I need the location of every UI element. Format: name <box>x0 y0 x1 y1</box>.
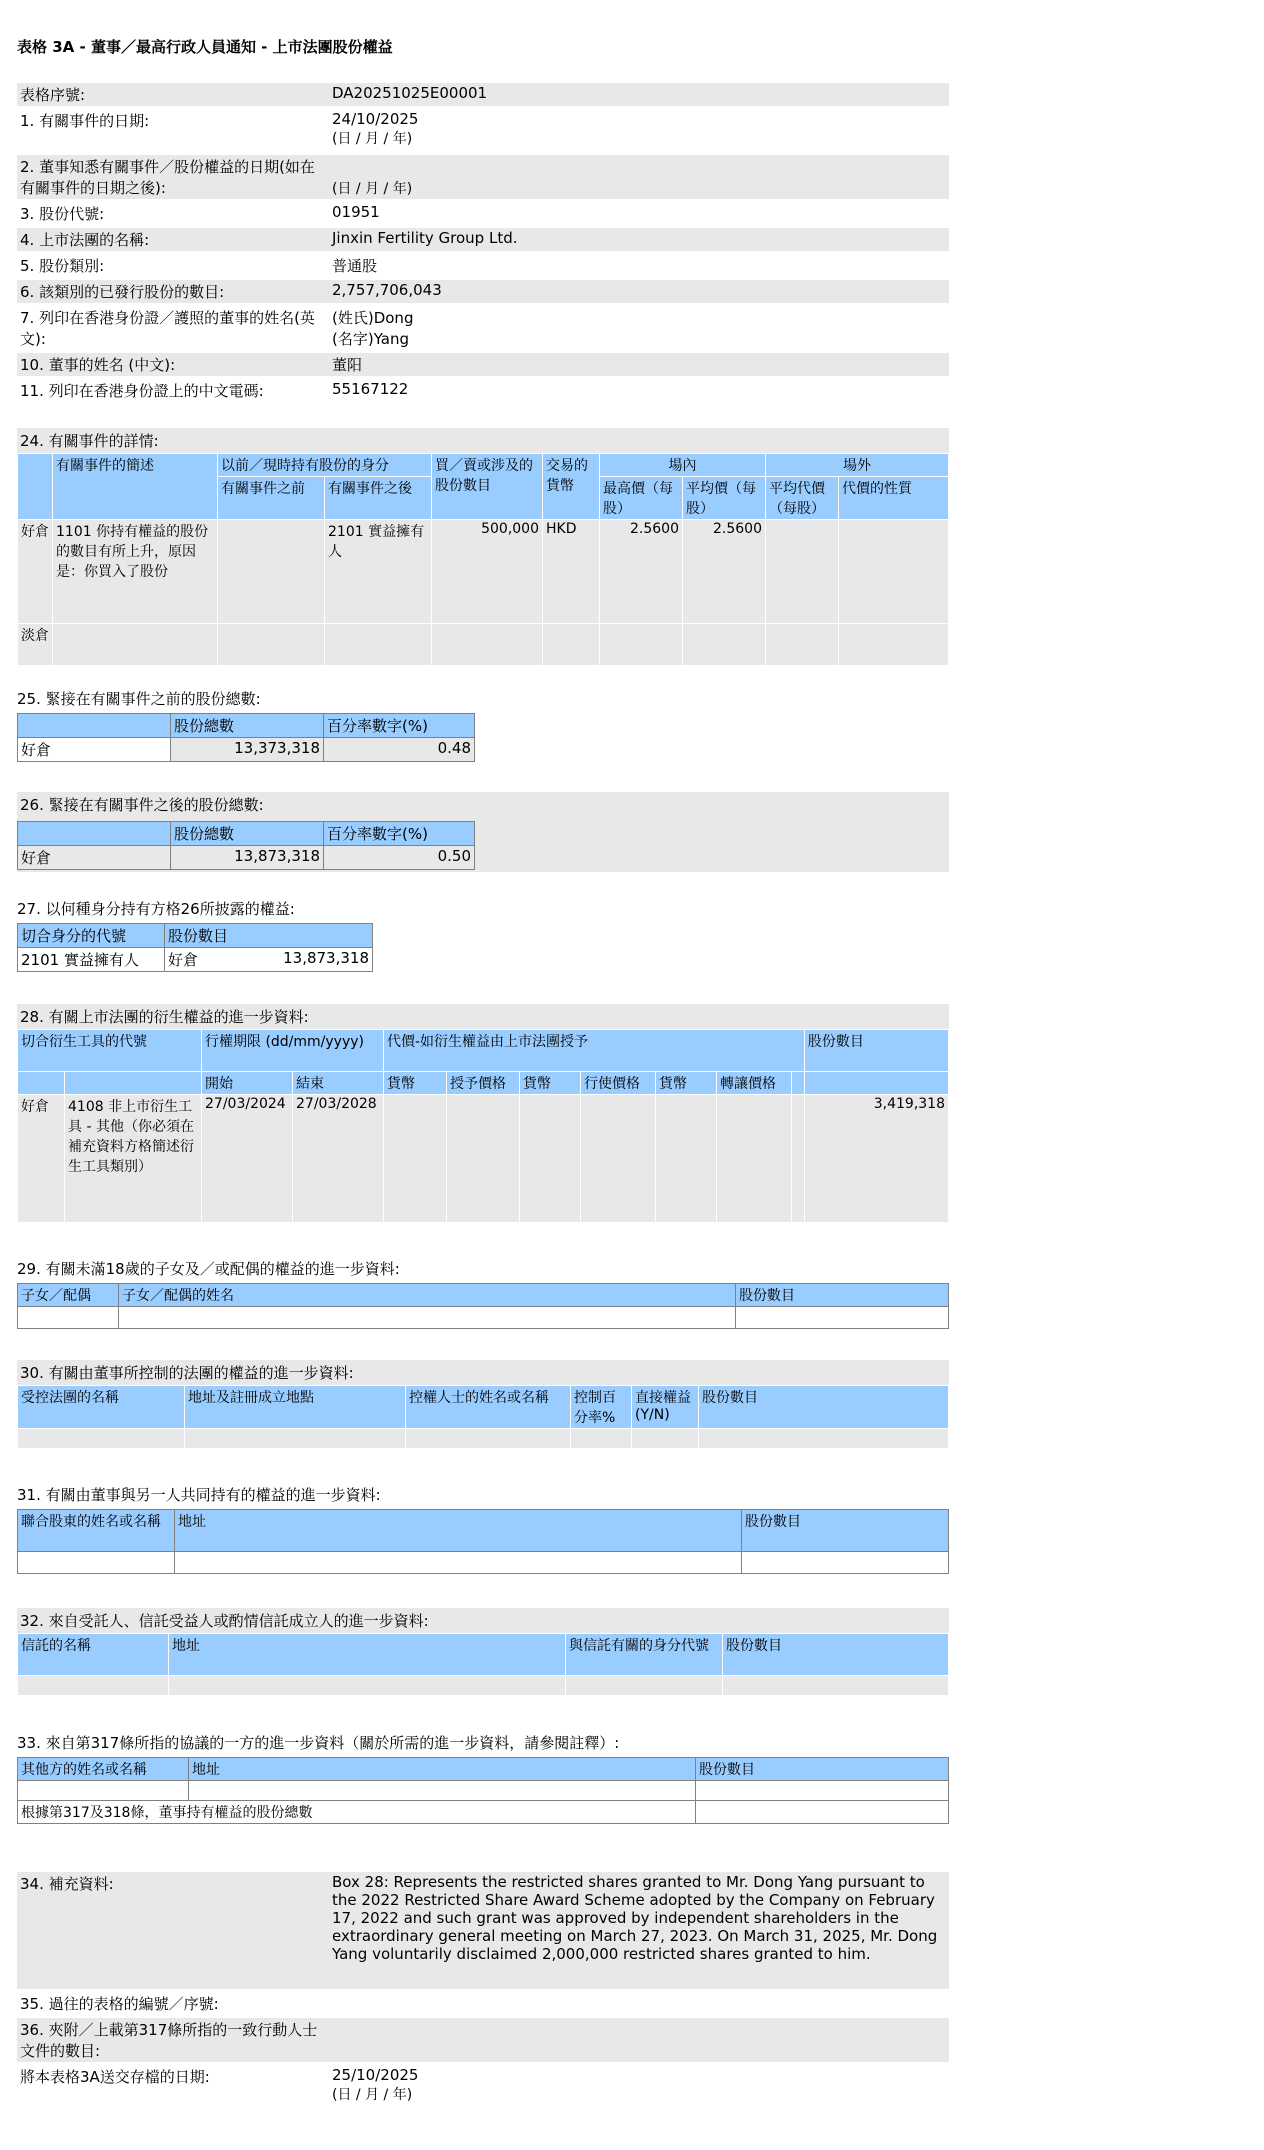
s36-label: 36. 夾附／上載第317條所指的一致行動人士文件的數目: <box>17 2016 329 2063</box>
f6-label: 6. 該類別的已發行股份的數目: <box>17 279 329 305</box>
s24-h-avgcons: 平均代價（每股） <box>766 477 839 520</box>
s28-h-grant: 授予價格 <box>447 1072 520 1095</box>
s29-table <box>17 1283 949 1329</box>
f5-label: 5. 股份類別: <box>17 253 329 279</box>
footer-fields <box>17 1872 949 2111</box>
s24-h-shares: 買／賣或涉及的股份數目 <box>432 454 543 520</box>
section-27 <box>17 898 949 972</box>
s31-h3: 股份數目 <box>742 1510 949 1552</box>
serial-label: 表格序號: <box>17 83 329 108</box>
f11-label: 11. 列印在香港身份證上的中文電碼: <box>17 378 329 404</box>
s24-heading: 24. 有關事件的詳情: <box>17 428 949 453</box>
s24-event-desc: 你持有權益的股份的數目有所上升，原因是：你買入了股份 <box>56 524 209 580</box>
section-29 <box>17 1258 949 1329</box>
s33-h1: 其他方的姓名或名稱 <box>18 1758 189 1781</box>
s30-table <box>17 1385 949 1449</box>
s34-text: Box 28: Represents the restricted shares granted to Mr. Dong Yang pursuant to the 2022 Restricted Share Award Scheme adopted by the Company on February 17, 2022 and such grant was approved by independent shareholders in the extraordinary general meeting on March 27, 2023. On March 31, 2025, Mr. Dong Yang voluntarily disclaimed 2,000,000 restricted shares granted to him. <box>329 1872 949 1990</box>
s25-heading: 25. 緊接在有關事件之前的股份總數: <box>17 690 261 708</box>
f10-label: 10. 董事的姓名 (中文): <box>17 352 329 378</box>
s28-code: 4108 <box>68 1099 104 1115</box>
s31-h1: 聯合股東的姓名或名稱 <box>18 1510 175 1552</box>
s32-h4: 股份數目 <box>723 1634 949 1676</box>
f10-value: 董阳 <box>329 352 949 378</box>
f4-value: Jinxin Fertility Group Ltd. <box>329 227 949 253</box>
f3-value: 01951 <box>329 201 949 227</box>
s33-heading: 33. 來自第317條所指的協議的一方的進一步資料（關於所需的進一步資料，請參閱註釋）: <box>17 1734 620 1752</box>
s28-h-consid: 代價-如衍生權益由上市法團授予 <box>384 1030 805 1072</box>
s27-h-num: 股份數目 <box>165 924 373 948</box>
s29-h1: 子女／配偶 <box>18 1284 119 1307</box>
section-25 <box>17 688 949 762</box>
s26-heading: 26. 緊接在有關事件之後的股份總數: <box>20 796 264 814</box>
s24-h-event: 有關事件的簡述 <box>53 454 218 520</box>
s28-table <box>17 1029 949 1223</box>
s24-currency: HKD <box>543 520 600 624</box>
s28-h-period: 行權期限 (dd/mm/yyyy) <box>202 1030 384 1072</box>
s32-table <box>17 1633 949 1696</box>
s30-h6: 股份數目 <box>699 1386 949 1429</box>
f1-hint: (日 / 月 / 年) <box>332 131 413 147</box>
s24-h-nature: 代價的性質 <box>839 477 949 520</box>
s24-h-before: 有關事件之前 <box>218 477 325 520</box>
s24-shares: 500,000 <box>432 520 543 624</box>
section-32 <box>17 1608 949 1696</box>
f5-value: 普通股 <box>329 253 949 279</box>
f4-label: 4. 上市法團的名稱: <box>17 227 329 253</box>
s30-h3: 控權人士的姓名或名稱 <box>406 1386 571 1429</box>
s25-table <box>17 713 475 762</box>
s32-h3: 與信託有關的身分代號 <box>566 1634 723 1676</box>
s30-h2: 地址及註冊成立地點 <box>185 1386 406 1429</box>
s26-table <box>17 821 475 870</box>
s28-h-start: 開始 <box>202 1072 293 1095</box>
s28-h-cur3: 貨幣 <box>656 1072 717 1095</box>
s34-label: 34. 補充資料: <box>17 1872 329 1990</box>
s28-start: 27/03/2024 <box>202 1095 293 1223</box>
s31-h2: 地址 <box>175 1510 742 1552</box>
f1-value: 24/10/2025 <box>332 110 419 128</box>
s28-num: 3,419,318 <box>804 1095 948 1223</box>
s27-h-code: 切合身分的代號 <box>18 924 165 948</box>
serial-value: DA20251025E00001 <box>329 83 949 108</box>
s25-h-total: 股份總數 <box>171 714 324 738</box>
section-30 <box>17 1360 949 1449</box>
s24-high: 2.5600 <box>600 520 683 624</box>
s32-heading: 32. 來自受託人、信託受益人或酌情信託成立人的進一步資料: <box>17 1608 949 1633</box>
f2-label: 2. 董事知悉有關事件／股份權益的日期(如在有關事件的日期之後): <box>17 154 329 201</box>
s24-table <box>17 453 949 666</box>
form-fields <box>17 83 949 405</box>
section-33 <box>17 1732 949 1824</box>
section-31 <box>17 1484 949 1574</box>
s25-pct: 0.48 <box>324 738 475 762</box>
s24-after-code: 2101 <box>328 524 364 540</box>
s30-heading: 30. 有關由董事所控制的法團的權益的進一步資料: <box>17 1360 949 1385</box>
s28-h-exercise: 行使價格 <box>581 1072 656 1095</box>
s27-num: 13,873,318 <box>221 948 373 972</box>
s28-end: 27/03/2028 <box>293 1095 384 1223</box>
s28-h-code: 切合衍生工具的代號 <box>18 1030 202 1072</box>
s32-h2: 地址 <box>169 1634 566 1676</box>
s25-h-pct: 百分率數字(%) <box>324 714 475 738</box>
s28-pos: 好倉 <box>18 1095 65 1223</box>
s29-heading: 29. 有關未滿18歲的子女及／或配偶的權益的進一步資料: <box>17 1260 400 1278</box>
s29-h2: 子女／配偶的姓名 <box>119 1284 736 1307</box>
s33-h3: 股份數目 <box>696 1758 949 1781</box>
s28-h-num: 股份數目 <box>804 1030 948 1072</box>
s27-pos: 好倉 <box>165 948 222 972</box>
s26-h-pct: 百分率數字(%) <box>324 822 475 846</box>
section-26 <box>17 792 949 872</box>
submit-label: 將本表格3A送交存檔的日期: <box>17 2063 329 2109</box>
s31-heading: 31. 有關由董事與另一人共同持有的權益的進一步資料: <box>17 1486 381 1504</box>
s28-desc: 非上市衍生工具 - 其他（你必須在補充資料方格簡述衍生工具類別） <box>68 1099 194 1175</box>
s33-table <box>17 1757 949 1824</box>
s29-h3: 股份數目 <box>736 1284 949 1307</box>
s33-total-label: 根據第317及318條，董事持有權益的股份總數 <box>18 1801 696 1824</box>
s24-h-onex: 場內 <box>600 454 766 477</box>
f7-label: 7. 列印在香港身份證／護照的董事的姓名(英文): <box>17 305 329 352</box>
s28-h-cur1: 貨幣 <box>384 1072 447 1095</box>
s28-heading: 28. 有關上市法團的衍生權益的進一步資料: <box>17 1004 949 1029</box>
s35-label: 35. 過往的表格的編號／序號: <box>17 1990 329 2016</box>
s27-code: 2101 實益擁有人 <box>18 948 165 972</box>
s24-h-currency: 交易的貨幣 <box>543 454 600 520</box>
s24-h-avg: 平均價（每股） <box>683 477 766 520</box>
f11-value: 55167122 <box>329 378 949 404</box>
s25-row-label: 好倉 <box>18 738 171 762</box>
s30-h1: 受控法團的名稱 <box>18 1386 185 1429</box>
s24-event-code: 1101 <box>56 524 92 540</box>
f3-label: 3. 股份代號: <box>17 201 329 227</box>
s28-h-cur2: 貨幣 <box>520 1072 581 1095</box>
s28-h-transfer: 轉讓價格 <box>717 1072 792 1095</box>
s24-h-after: 有關事件之後 <box>325 477 432 520</box>
s24-h-capacity: 以前／現時持有股份的身分 <box>218 454 432 477</box>
f6-value: 2,757,706,043 <box>329 279 949 305</box>
s30-h5: 直接權益(Y/N) <box>632 1386 699 1429</box>
s24-avg: 2.5600 <box>683 520 766 624</box>
s27-table <box>17 923 373 972</box>
s26-pct: 0.50 <box>324 846 475 870</box>
s24-h-high: 最高價（每股） <box>600 477 683 520</box>
f7-surname: (姓氏)Dong <box>332 309 414 327</box>
s32-h1: 信託的名稱 <box>18 1634 169 1676</box>
s33-h2: 地址 <box>189 1758 696 1781</box>
f2-hint: (日 / 月 / 年) <box>332 181 413 197</box>
section-28 <box>17 1004 949 1223</box>
submit-date: 25/10/2025 <box>332 2065 419 2084</box>
submit-hint: (日 / 月 / 年) <box>332 2086 413 2103</box>
s24-short-label: 淡倉 <box>18 624 53 666</box>
f7-given: (名字)Yang <box>332 330 410 348</box>
s31-table <box>17 1509 949 1574</box>
f1-label: 1. 有關事件的日期: <box>17 108 329 154</box>
s25-total: 13,373,318 <box>171 738 324 762</box>
s24-long-label: 好倉 <box>18 520 53 624</box>
s26-row-label: 好倉 <box>18 846 171 870</box>
s26-h-total: 股份總數 <box>171 822 324 846</box>
s30-h4: 控制百分率% <box>571 1386 632 1429</box>
s24-h-offex: 場外 <box>766 454 949 477</box>
s26-total: 13,873,318 <box>171 846 324 870</box>
form-title: 表格 3A - 董事／最高行政人員通知 - 上市法團股份權益 <box>17 38 393 56</box>
s24-after-desc: 實益擁有人 <box>328 524 425 560</box>
s28-h-end: 結束 <box>293 1072 384 1095</box>
section-24 <box>17 428 949 666</box>
s27-heading: 27. 以何種身分持有方格26所披露的權益: <box>17 900 295 918</box>
